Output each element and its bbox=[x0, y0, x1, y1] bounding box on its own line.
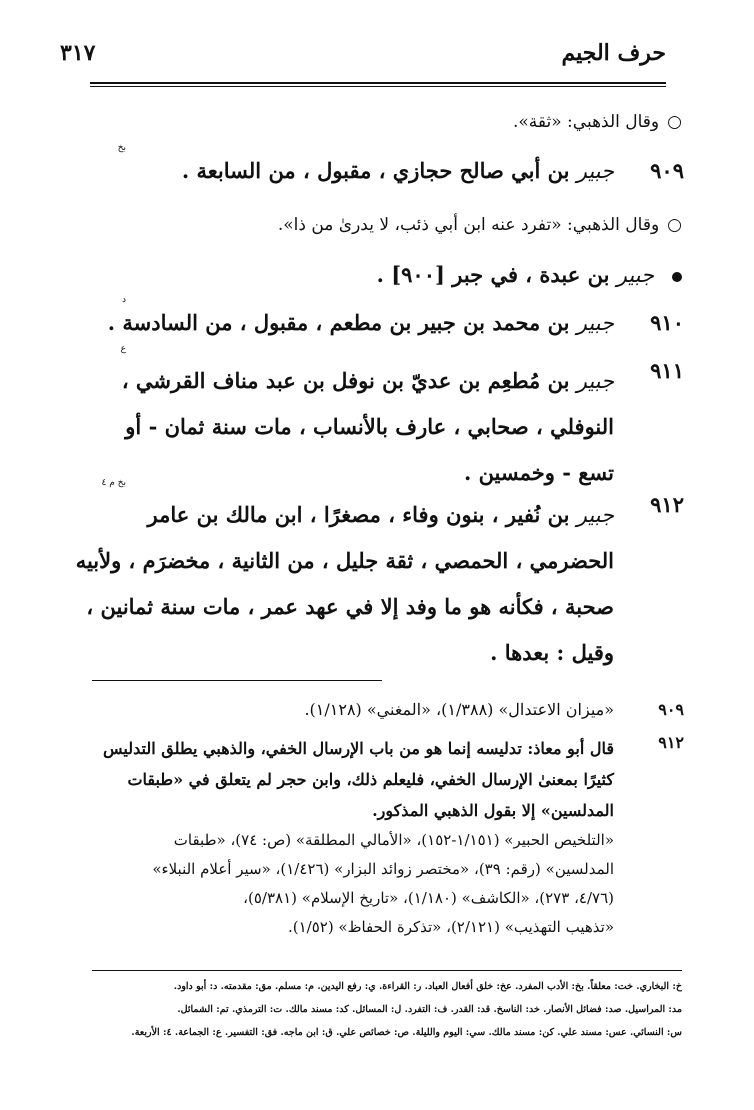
entry-line: النوفلي ، صحابي ، عارف بالأنساب ، مات سنة ثمان - أو bbox=[125, 414, 614, 439]
narrator-name: جبير bbox=[576, 311, 614, 335]
entry-line: بن عبدة ، في جبر [٩٠٠] . bbox=[376, 262, 610, 287]
entry-line bbox=[92, 492, 614, 538]
narrator-marker: بخ bbox=[117, 143, 126, 153]
narrator-marker: ع bbox=[120, 344, 126, 354]
entry-line: تسع - وخمسين . bbox=[463, 460, 614, 485]
circle-bullet-icon: ○ bbox=[667, 112, 682, 132]
entry-line: الحضرمي ، الحمصي ، ثقة جليل ، من الثانية ، مخضرَم ، ولأبيه bbox=[75, 548, 614, 573]
dot-bullet-icon bbox=[672, 272, 682, 282]
entry-line: بن أبي صالح حجازي ، مقبول ، من السابعة . bbox=[181, 158, 570, 183]
footnote-line: المدلسين» إلا بقول الذهبي المذكور. bbox=[372, 801, 614, 820]
footnote-separator bbox=[92, 680, 382, 681]
note-text: وقال الذهبي: «ثقة». bbox=[513, 112, 660, 132]
footnote-references bbox=[92, 826, 614, 942]
chapter-title: حرف الجيم bbox=[561, 40, 666, 66]
entry-line: وقيل : بعدها . bbox=[490, 640, 614, 665]
cross-reference-entry bbox=[92, 262, 682, 287]
abbreviations-key bbox=[92, 975, 682, 1044]
entry-text bbox=[75, 492, 614, 676]
narrator-name: جبير bbox=[576, 159, 614, 183]
abbreviation-line: خ: البخاري. خت: معلقاً. بخ: الأدب المفرد. عخ: خلق أفعال العباد. ر: القراءة. ي: رفع اليدين. م: مسلم. مق: مقدمته. د: أبو داود. bbox=[173, 981, 682, 992]
entry-number: ٩١٠ bbox=[650, 310, 684, 335]
page-number: ٣١٧ bbox=[60, 40, 96, 66]
abbreviations-separator bbox=[92, 970, 682, 971]
footnote-number: ٩٠٩ bbox=[658, 700, 684, 719]
abbreviation-line: مد: المراسيل. صد: فضائل الأنصار. خد: الناسخ. قد: القدر. ف: التفرد. ل: المسائل. كد: مسند مالك. ت: الترمذي. تم: الشمائل. bbox=[177, 1004, 682, 1015]
note-dhahabi-1 bbox=[92, 112, 682, 132]
narrator-name: جبير bbox=[576, 369, 614, 393]
circle-bullet-icon: ○ bbox=[667, 215, 682, 235]
entry-line bbox=[92, 358, 614, 404]
entry-text bbox=[92, 358, 614, 496]
narrator-name: جبير bbox=[576, 503, 614, 527]
reference-line: «تذهيب التهذيب» (٢/١٢١)، «تذكرة الحفاظ» (١/٥٢). bbox=[287, 918, 614, 936]
entry-text bbox=[92, 158, 614, 183]
note-text: وقال الذهبي: «تفرد عنه ابن أبي ذئب، لا يدرىٰ من ذا». bbox=[277, 215, 660, 235]
narrator-marker: د bbox=[121, 295, 126, 305]
footnote-text: «ميزان الاعتدال» (١/٣٨٨)، «المغني» (١/١٢٨). bbox=[304, 700, 614, 719]
note-dhahabi-2 bbox=[92, 215, 682, 235]
footnote-number: ٩١٢ bbox=[658, 733, 684, 752]
reference-line: المدلسين» (رقم: ٣٩)، «مختصر زوائد البزار» (١/٤٢٦)، «سير أعلام النبلاء» bbox=[152, 860, 614, 878]
entry-number: ٩١٢ bbox=[650, 492, 684, 517]
narrator-marker: بخ م ٤ bbox=[101, 478, 126, 488]
entry-text bbox=[92, 310, 614, 335]
footnote-line: كثيرًا بمعنىٰ الإرسال الخفي، فليعلم ذلك، وابن حجر لم يتعلق في «طبقات bbox=[127, 770, 614, 789]
reference-line: «التلخيص الحبير» (١/١٥١-١٥٢)، «الأمالي المطلقة» (ص: ٧٤)، «طبقات bbox=[173, 831, 614, 849]
header-rule bbox=[90, 82, 666, 84]
entry-line: صحبة ، فكأنه هو ما وفد إلا في عهد عمر ، مات سنة ثمانين ، bbox=[86, 594, 614, 619]
narrator-name: جبير bbox=[616, 263, 654, 287]
entry-line-text: بن نُفير ، بنون وفاء ، مصغرًا ، ابن مالك بن عامر bbox=[147, 502, 570, 527]
footnote-line: قال أبو معاذ: تدليسه إنما هو من باب الإرسال الخفي، والذهبي يطلق التدليس bbox=[103, 739, 614, 758]
reference-line: (٤/٧٦، ٢٧٣)، «الكاشف» (١/١٨٠)، «تاريخ الإسلام» (٥/٣٨١)، bbox=[243, 889, 614, 907]
abbreviation-line: س: النسائي. عس: مسند علي. كن: مسند مالك. سي: اليوم والليلة. ص: خصائص علي. ق: ابن ماجه. فق: التفسير. ع: الجماعة. ٤: الأربعة. bbox=[131, 1027, 682, 1038]
entry-line-text: بن مُطعِم بن عديّ بن نوفل بن عبد مناف القرشي ، bbox=[121, 368, 570, 393]
footnote-text bbox=[92, 733, 614, 826]
entry-number: ٩٠٩ bbox=[650, 158, 684, 183]
entry-number: ٩١١ bbox=[650, 358, 684, 383]
header-rule-thin bbox=[90, 86, 666, 87]
entry-line: بن محمد بن جبير بن مطعم ، مقبول ، من السادسة . bbox=[107, 310, 570, 335]
